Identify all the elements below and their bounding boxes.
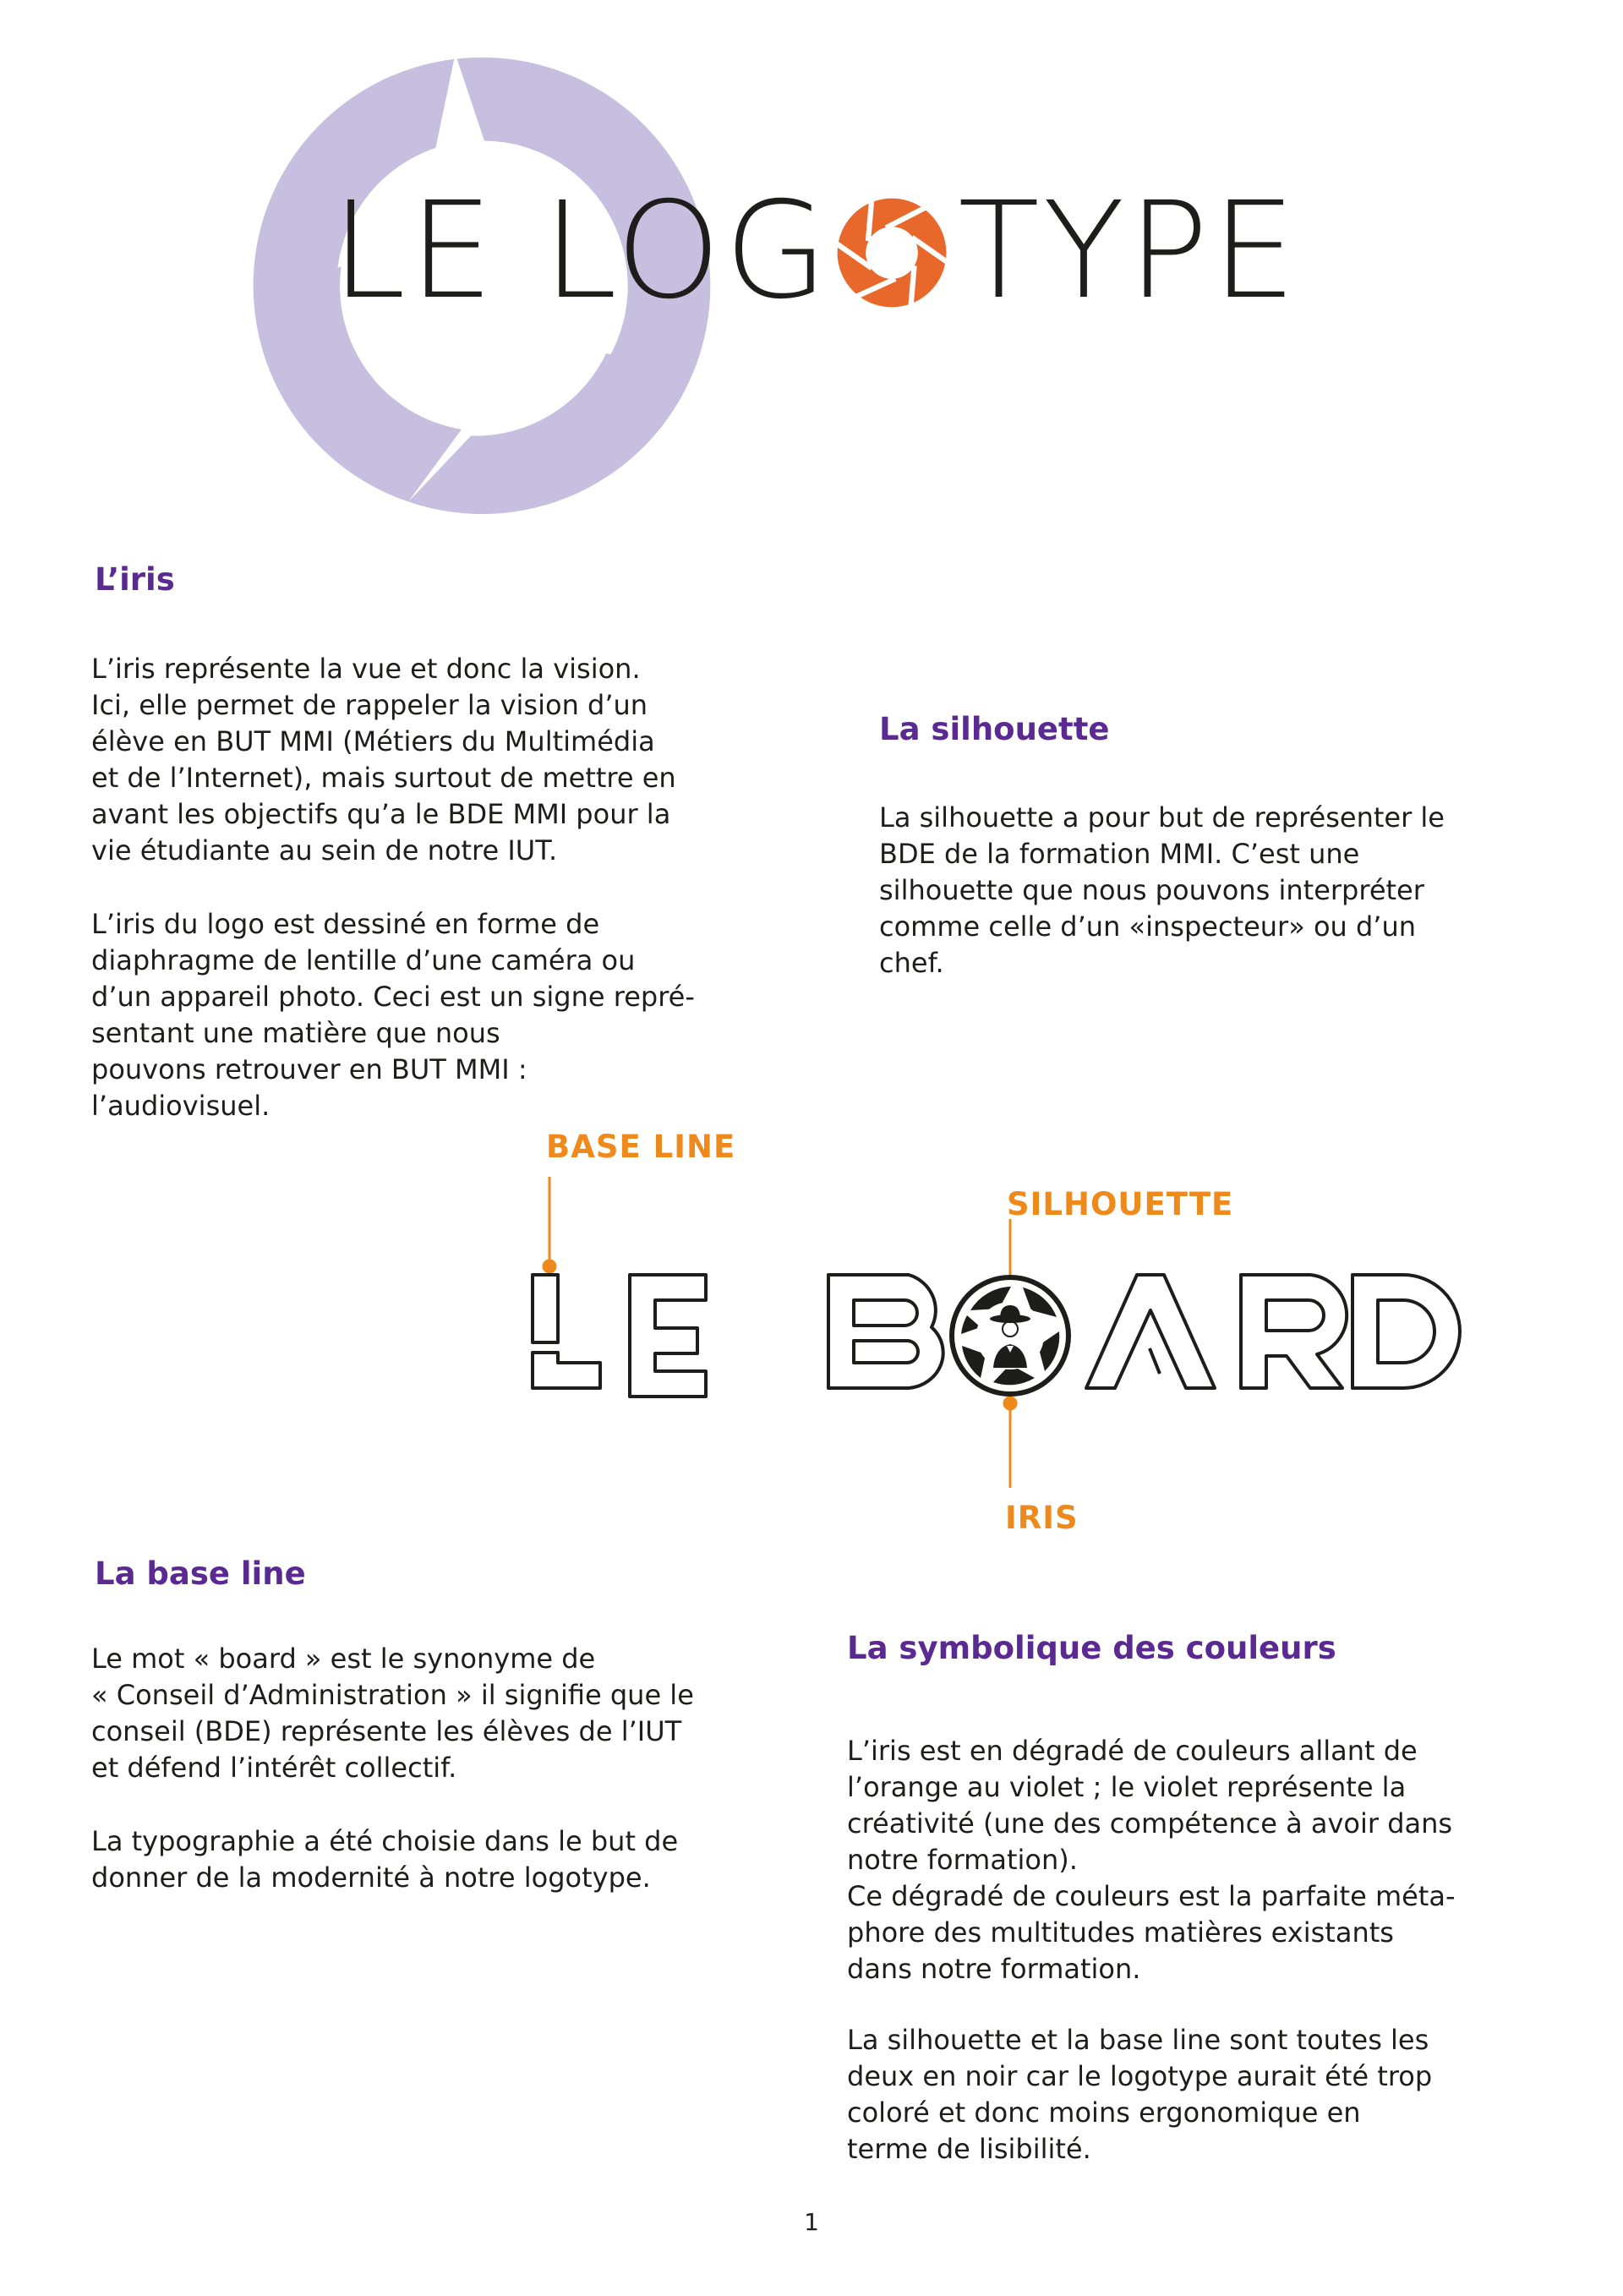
letter-l bbox=[533, 1275, 600, 1388]
leader-lines bbox=[544, 1177, 1016, 1488]
iris-o-icon bbox=[833, 194, 951, 312]
page-number: 1 bbox=[804, 2208, 819, 2236]
letter-a bbox=[1086, 1275, 1215, 1388]
couleurs-paragraph-1: L’iris est en dégradé de couleurs allant de l’orange au violet ; le violet représente la créativité (une des compétence à avoir dans notre formation). Ce dégradé de couleurs est la parfaite méta- phore des multitudes matières existants dans notre formation. bbox=[847, 1735, 1456, 1985]
base-line-anchor-dot bbox=[544, 1260, 555, 1272]
base-line-paragraph-2: La typographie a été choisie dans le but de donner de la modernité à notre logotype. bbox=[91, 1825, 679, 1894]
callout-base-line: BASE LINE bbox=[546, 1129, 736, 1165]
silhouette-heading: La silhouette bbox=[879, 711, 1110, 747]
page-title bbox=[331, 173, 1300, 329]
letter-d bbox=[1352, 1275, 1460, 1388]
title-iris-o bbox=[831, 197, 958, 297]
couleurs-paragraph-2: La silhouette et la base line sont toutes les deux en noir car le logotype aurait été trop coloré et donc moins ergonomique en terme de lisibilité. bbox=[847, 2024, 1433, 2165]
base-line-heading: La base line bbox=[95, 1555, 306, 1592]
base-line-paragraph-1: Le mot « board » est le synonyme de « Conseil d’Administration » il signifie que le conseil (BDE) représente les élèves de l’IUT et défend l’intérêt collectif. bbox=[91, 1643, 694, 1784]
iris-heading: L’iris bbox=[95, 561, 175, 598]
letter-e bbox=[630, 1275, 706, 1397]
title-text-end: TYPE bbox=[958, 173, 1300, 329]
iris-paragraph-2: L’iris du logo est dessiné en forme de diaphragme de lentille d’une caméra ou d’un appareil photo. Ceci est un signe repré- sentant une matière que nous pouvons retrouver en BUT MMI : l’audiovisuel. bbox=[91, 908, 695, 1122]
iris-paragraph-1: L’iris représente la vue et donc la vision. Ici, elle permet de rappeler la vision d’un élève en BUT MMI (Métiers du Multimédia et de l’Internet), mais surtout de mettre en avant les objectifs qu’a le BDE MMI pour la vie étudiante au sein de notre IUT. bbox=[91, 653, 676, 866]
callout-silhouette: SILHOUETTE bbox=[1007, 1186, 1234, 1222]
title-text-start: LE LOG bbox=[331, 173, 832, 329]
letter-b bbox=[828, 1275, 943, 1388]
silhouette-paragraph: La silhouette a pour but de représenter le BDE de la formation MMI. C’est une silhouette que nous pouvons interpréter comme celle d’un «inspecteur» ou d’un chef. bbox=[879, 801, 1445, 979]
iris-o-with-silhouette bbox=[949, 1275, 1071, 1397]
callout-iris: IRIS bbox=[1005, 1500, 1079, 1536]
iris-anchor-dot bbox=[1004, 1397, 1016, 1409]
couleurs-heading: La symbolique des couleurs bbox=[847, 1630, 1336, 1666]
le-board-logo bbox=[507, 1167, 1488, 1505]
